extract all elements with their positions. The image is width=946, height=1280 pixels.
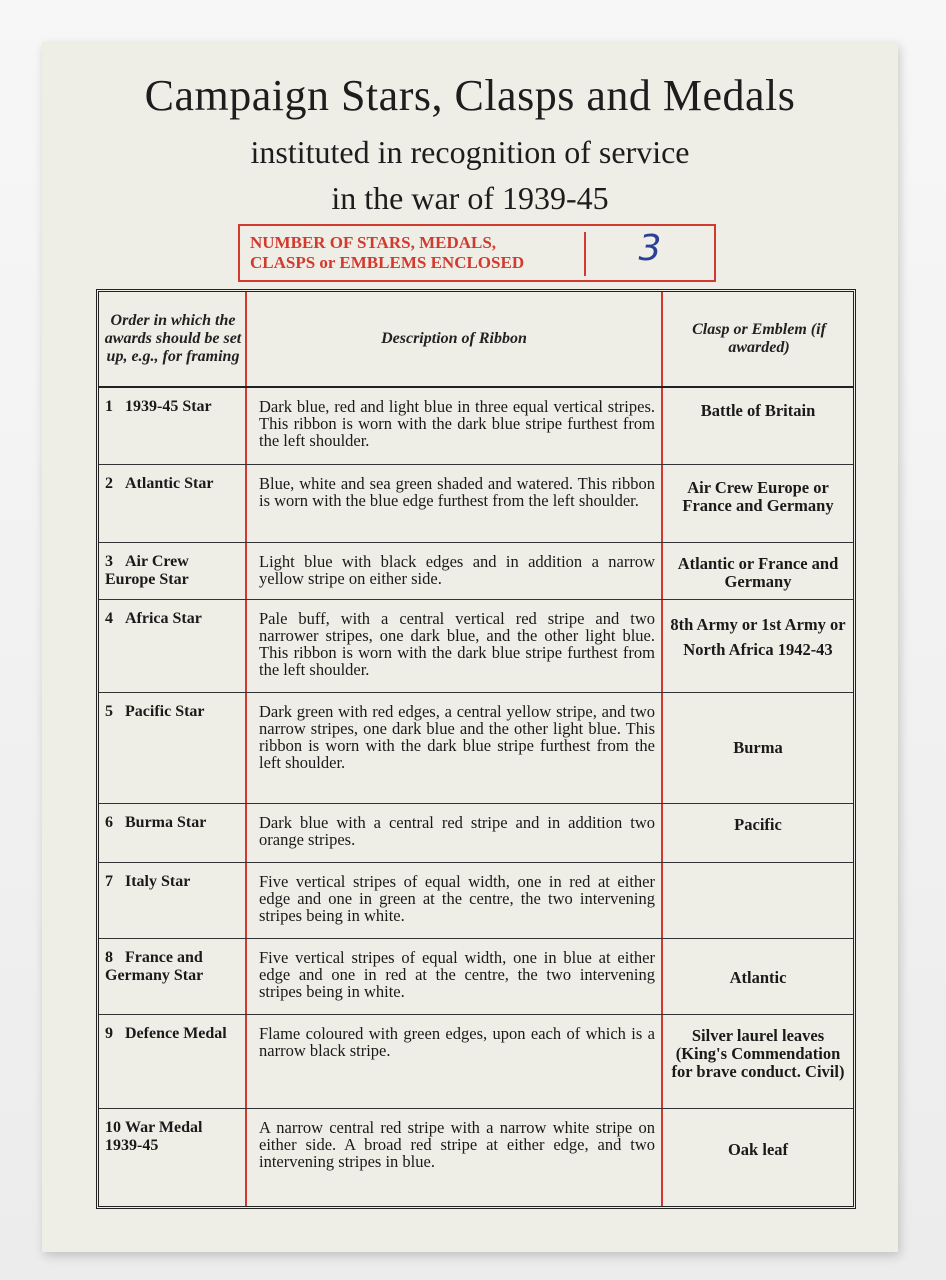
document-sheet bbox=[42, 42, 898, 1252]
enclosed-count-label bbox=[250, 233, 580, 273]
ribbon-description: Flame coloured with green edges, upon each of which is a narrow black stripe. bbox=[259, 1024, 655, 1060]
header-clasp: Clasp or Emblem (if awarded) bbox=[692, 321, 826, 356]
award-number: 7 bbox=[105, 873, 113, 890]
award-number: 3 bbox=[105, 553, 113, 570]
award-order bbox=[105, 949, 237, 985]
ribbon-description: Five vertical stripes of equal width, one in red at either edge and one in green at the centre, the two intervening stripes being in white. bbox=[259, 872, 655, 925]
ribbon-description: Five vertical stripes of equal width, one in blue at either edge and one in red at the centre, the two intervening stripes being in white. bbox=[259, 948, 655, 1001]
awards-table bbox=[96, 289, 856, 1209]
clasp-emblem: 8th Army or 1st Army or North Africa 1942-43 bbox=[670, 615, 846, 659]
header-description: Description of Ribbon bbox=[381, 330, 527, 347]
table-row bbox=[99, 1015, 853, 1109]
award-name: France and Germany Star bbox=[105, 949, 204, 984]
award-number: 6 bbox=[105, 814, 113, 831]
clasp-emblem: Oak leaf bbox=[727, 1140, 789, 1159]
table-row bbox=[99, 388, 853, 465]
ribbon-description: A narrow central red stripe with a narrow white stripe on either side. A broad red stripe at either edge, and two intervening stripes in blue. bbox=[259, 1118, 655, 1171]
table-row bbox=[99, 863, 853, 939]
award-number: 10 bbox=[105, 1119, 121, 1136]
award-name: Burma Star bbox=[125, 814, 207, 831]
enclosed-count-value: 3 bbox=[638, 228, 662, 269]
enclosed-count-box bbox=[238, 224, 716, 282]
award-name: Atlantic Star bbox=[125, 475, 214, 492]
award-order bbox=[105, 814, 237, 832]
ribbon-description: Dark blue, red and light blue in three equal vertical stripes. This ribbon is worn with the dark blue stripe furthest from the left shoulder. bbox=[259, 397, 655, 450]
award-name: Defence Medal bbox=[125, 1025, 227, 1042]
table-row bbox=[99, 804, 853, 863]
award-order bbox=[105, 475, 237, 493]
award-name: Italy Star bbox=[125, 873, 191, 890]
clasp-emblem: Silver laurel leaves (King's Commendation for brave conduct. Civil) bbox=[671, 1026, 845, 1081]
award-order bbox=[105, 873, 237, 891]
clasp-emblem: Atlantic bbox=[729, 968, 787, 987]
award-order bbox=[105, 703, 237, 721]
ribbon-description: Pale buff, with a central vertical red stripe and two narrower stripes, one dark blue, and the other light blue. This ribbon is worn with the dark blue stripe furthest from the left shoulder. bbox=[259, 609, 655, 679]
award-number: 5 bbox=[105, 703, 113, 720]
clasp-emblem: Burma bbox=[733, 738, 783, 757]
award-number: 8 bbox=[105, 949, 113, 966]
award-number: 9 bbox=[105, 1025, 113, 1042]
document-subtitle-line1: instituted in recognition of service bbox=[250, 134, 690, 170]
table-row bbox=[99, 600, 853, 693]
ribbon-description: Dark blue with a central red stripe and in addition two orange stripes. bbox=[259, 813, 655, 849]
ribbon-description: Light blue with black edges and in addition a narrow yellow stripe on either side. bbox=[259, 552, 655, 588]
enclosed-label-line2: CLASPS or EMBLEMS ENCLOSED bbox=[250, 253, 525, 272]
award-order bbox=[105, 1119, 237, 1155]
award-name: Pacific Star bbox=[125, 703, 205, 720]
clasp-emblem: Pacific bbox=[734, 815, 782, 834]
award-order bbox=[105, 553, 237, 589]
table-row bbox=[99, 465, 853, 543]
document-title: Campaign Stars, Clasps and Medals bbox=[144, 71, 796, 120]
clasp-emblem: Atlantic or France and Germany bbox=[677, 554, 839, 591]
clasp-emblem: Battle of Britain bbox=[700, 401, 816, 420]
award-number: 4 bbox=[105, 610, 113, 627]
award-name: Africa Star bbox=[125, 610, 202, 627]
award-name: War Medal 1939-45 bbox=[105, 1119, 203, 1154]
award-number: 2 bbox=[105, 475, 113, 492]
award-number: 1 bbox=[105, 398, 113, 415]
award-name: Air Crew Europe Star bbox=[105, 553, 189, 588]
clasp-emblem: Air Crew Europe or France and Germany bbox=[682, 478, 834, 515]
header-order: Order in which the awards should be set up, e.g., for framing bbox=[104, 312, 242, 365]
table-row bbox=[99, 1109, 853, 1207]
table-header bbox=[99, 292, 853, 388]
table-row bbox=[99, 939, 853, 1015]
ribbon-description: Dark green with red edges, a central yellow stripe, and two narrow stripes, one dark blue and the other light blue. This ribbon is worn with the dark blue stripe furthest from the left shoulder. bbox=[259, 702, 655, 772]
award-order bbox=[105, 1025, 237, 1043]
award-name: 1939-45 Star bbox=[125, 398, 212, 415]
award-order bbox=[105, 398, 237, 416]
enclosed-label-line1: NUMBER OF STARS, MEDALS, bbox=[250, 233, 497, 252]
award-order bbox=[105, 610, 237, 628]
document-subtitle-line2: in the war of 1939-45 bbox=[331, 180, 609, 216]
ribbon-description: Blue, white and sea green shaded and watered. This ribbon is worn with the blue edge furthest from the left shoulder. bbox=[259, 474, 655, 510]
table-row bbox=[99, 693, 853, 804]
table-row bbox=[99, 543, 853, 600]
